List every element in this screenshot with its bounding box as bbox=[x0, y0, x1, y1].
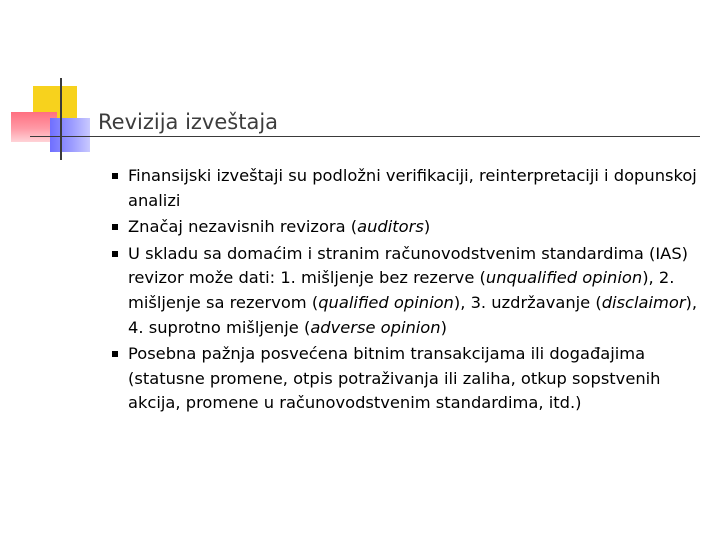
bullet-text bbox=[128, 215, 698, 240]
bullet-text-segment: U skladu sa domaćim i stranim računovodstvenim standardima (IAS) revizor može dati: 1. mišljenje bez rezerve ( bbox=[128, 243, 689, 288]
bullet-list bbox=[118, 164, 698, 418]
bullet-item bbox=[118, 164, 698, 213]
decor-vertical-line bbox=[60, 78, 62, 160]
bullet-item bbox=[118, 215, 698, 240]
bullet-text-segment: Značaj nezavisnih revizora ( bbox=[128, 217, 358, 237]
bullet-text bbox=[128, 342, 698, 416]
bullet-text-segment: ), 3. uzdržavanje ( bbox=[453, 292, 602, 312]
square-bullet-icon bbox=[112, 173, 118, 179]
bullet-text-segment: ) bbox=[423, 217, 431, 237]
bullet-item bbox=[118, 342, 698, 416]
bullet-text-italic: disclaimor bbox=[601, 292, 686, 312]
bullet-item bbox=[118, 242, 698, 340]
square-bullet-icon bbox=[112, 251, 118, 257]
slide-title: Revizija izveštaja bbox=[98, 110, 279, 134]
square-bullet-icon bbox=[112, 351, 118, 357]
bullet-text-segment: Finansijski izveštaji su podložni verifikaciji, reinterpretaciji i dopunskoj analizi bbox=[128, 166, 697, 210]
bullet-text-segment: ), 2. mišljenje sa rezervom ( bbox=[128, 268, 675, 312]
bullet-text bbox=[128, 242, 698, 340]
square-bullet-icon bbox=[112, 224, 118, 230]
bullet-text-italic: unqualified opinion bbox=[485, 268, 643, 288]
bullet-text-italic: auditors bbox=[357, 217, 424, 237]
title-underline bbox=[30, 136, 700, 137]
decor-blue-square bbox=[50, 118, 90, 152]
bullet-text-segment: Posebna pažnja posvećena bitnim transakcijama ili događajima (statusne promene, otpis potraživanja ili zaliha, otkup sopstvenih akcija, promene u računovodstvenim standardima, itd.) bbox=[128, 344, 661, 413]
bullet-text-segment: ) bbox=[440, 317, 447, 337]
bullet-text-segment: ), 4. suprotno mišljenje ( bbox=[128, 292, 698, 337]
bullet-text-italic: adverse opinion bbox=[310, 317, 441, 337]
bullet-text-italic: qualified opinion bbox=[318, 292, 454, 312]
bullet-text bbox=[128, 164, 698, 213]
